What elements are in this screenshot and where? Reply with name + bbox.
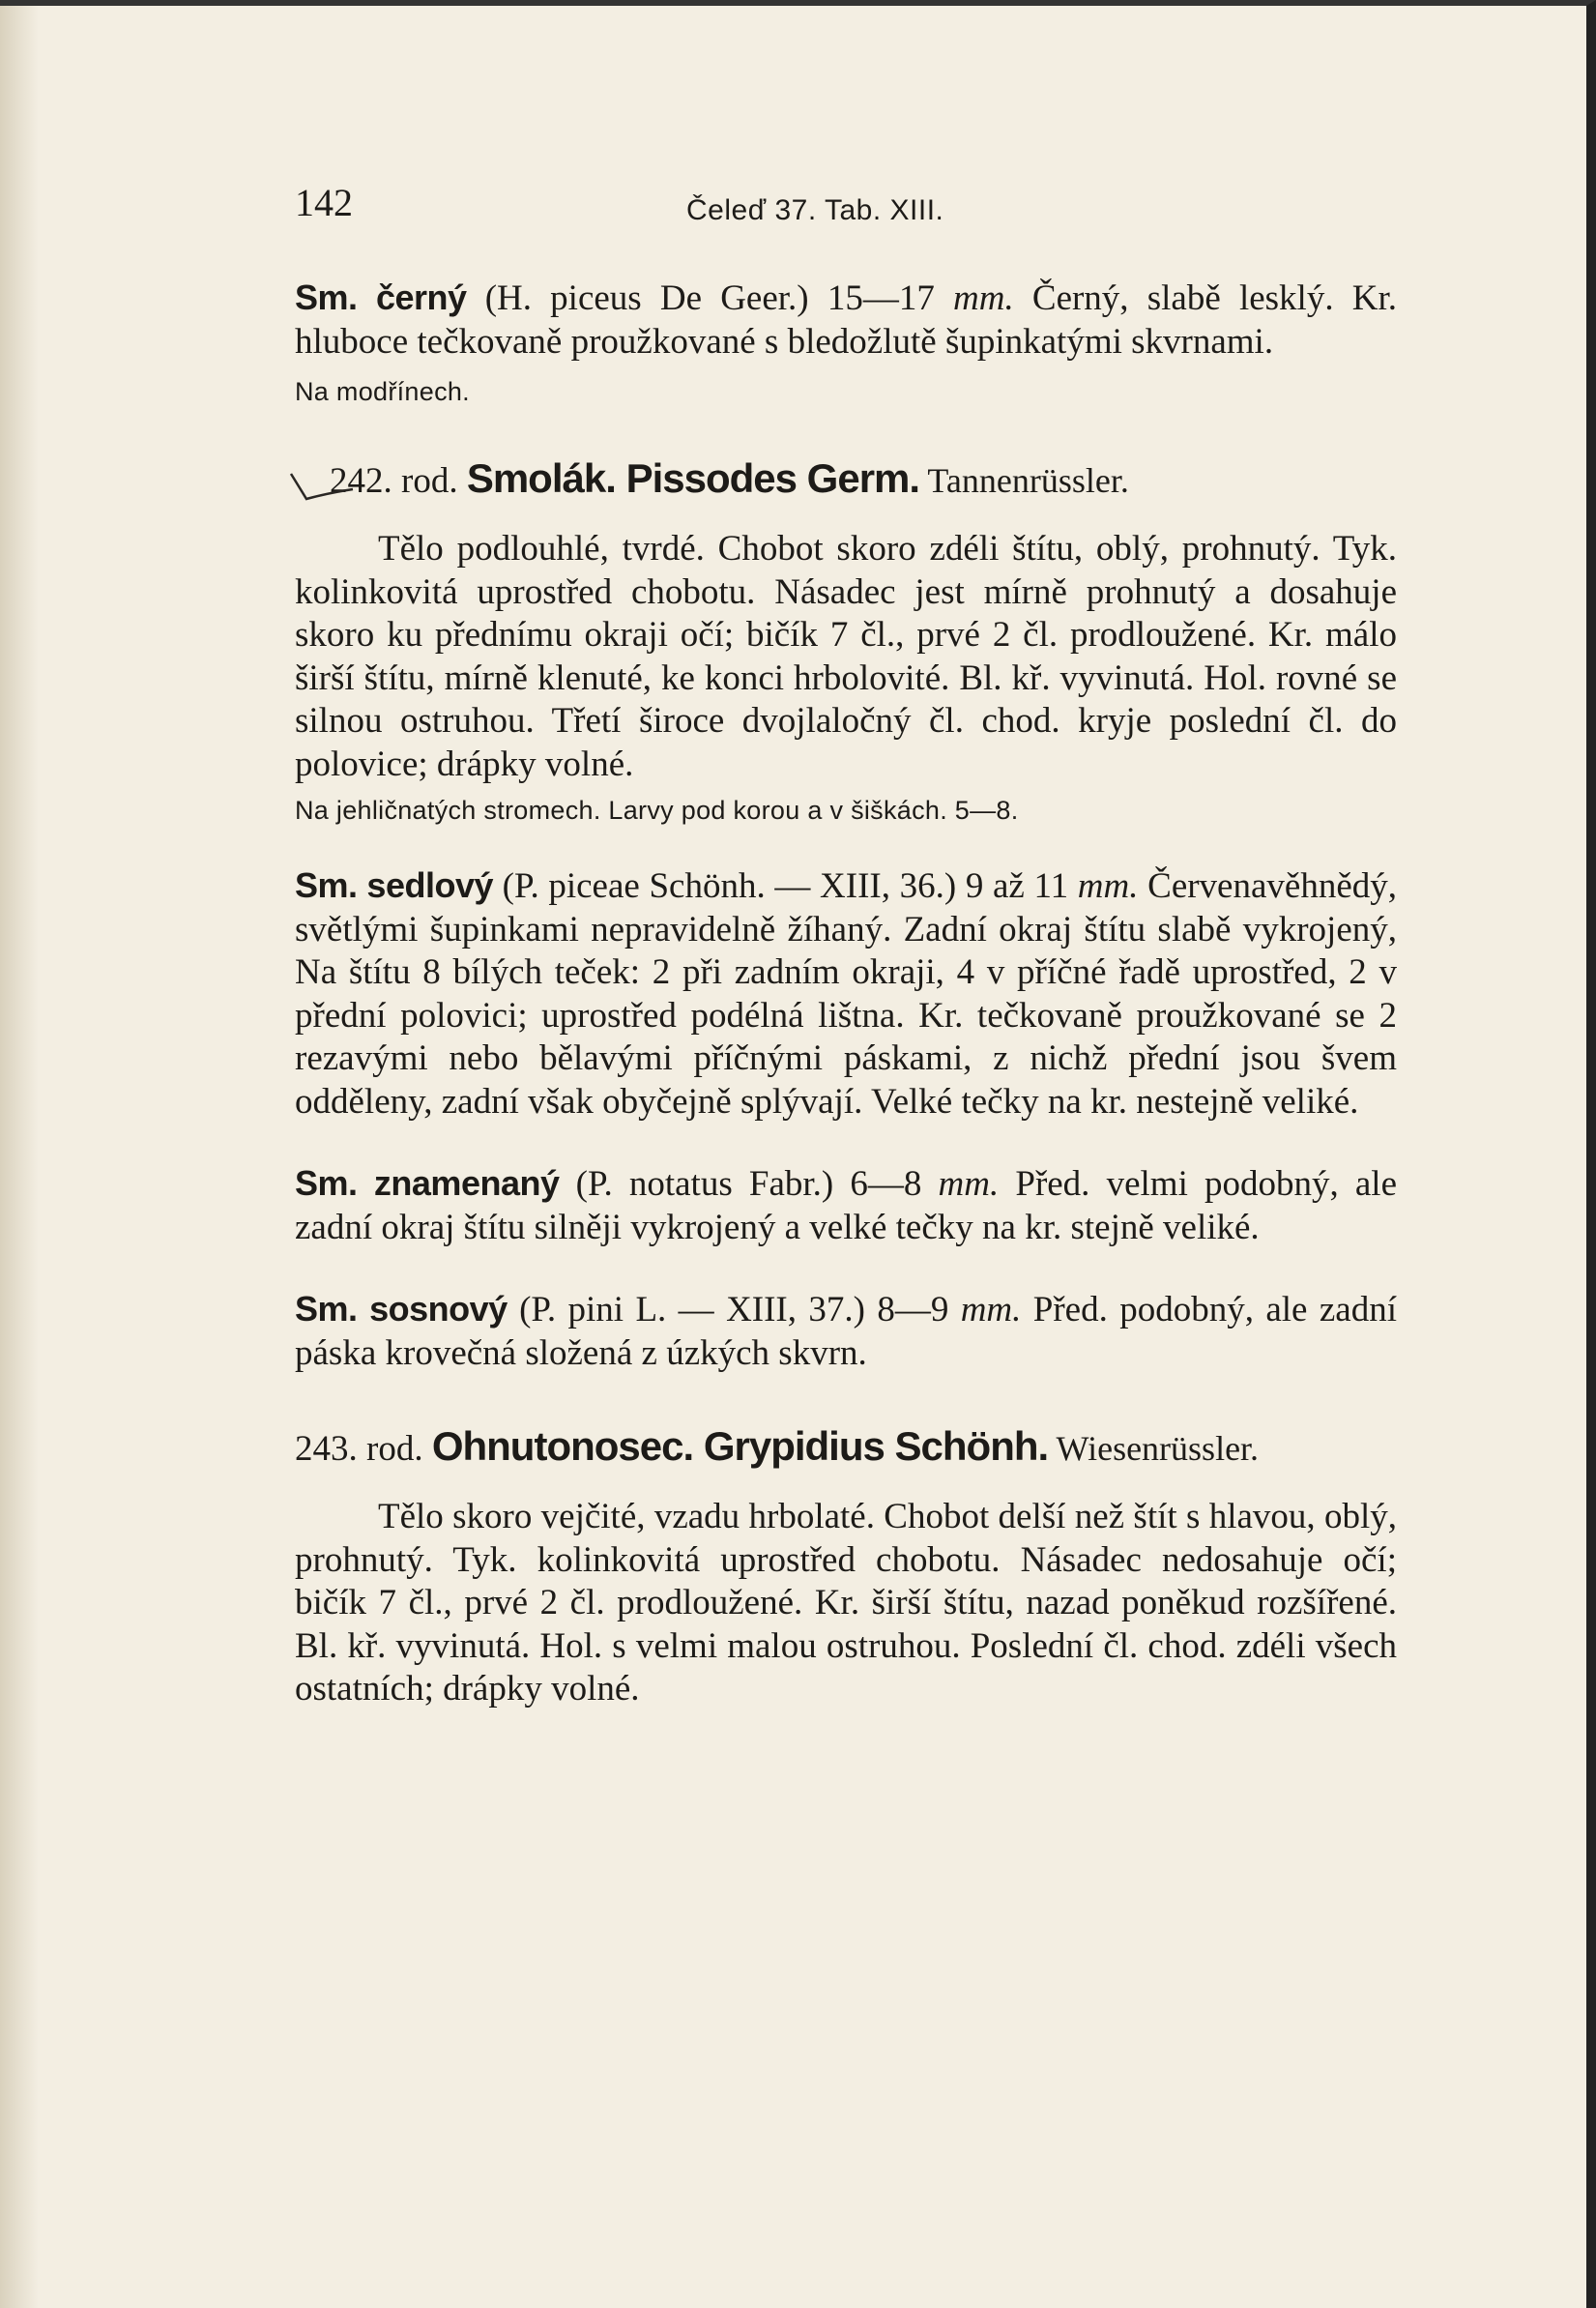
species-entry-znamenany <box>295 1162 1397 1249</box>
species-text-b: Červenavěhnědý, světlými šupinkami nepravidelně žíhaný. Zadní okraj štítu slabě vykrojený, Na štítu 8 bílých teček: 2 při zadním okraji, 4 v příčné řadě uprostřed, 2 v přední polovici; uprostřed podélná lištna. Kr. tečkovaně proužkované se 2 rezavými nebo bělavými příčnými páskami, z nichž přední jsou švem odděleny, zadní však obyčejně splývají. Velké tečky na kr. nestejně veliké. <box>295 866 1397 1122</box>
unit: mm. <box>960 1290 1022 1329</box>
genus-heading-242 <box>295 457 1397 503</box>
page-content <box>295 180 1397 1711</box>
genus-description: Tělo skoro vejčité, vzadu hrbolaté. Chobot delší než štít s hlavou, oblý, prohnutý. Tyk. kolinkovitá uprostřed chobotu. Násadec nedosahuje očí; bičík 7 čl., prvé 2 čl. prodloužené. Kr. širší štítu, nazad poněkud rozšířené. Bl. kř. vyvinutá. Hol. s velmi malou ostruhou. Poslední čl. chod. zdéli všech ostatních; drápky volné. <box>295 1497 1397 1709</box>
genus-german-name: Tannenrüssler. <box>919 461 1129 500</box>
species-entry-sosnovy <box>295 1288 1397 1375</box>
species-name: Sm. černý <box>295 278 467 317</box>
species-text-a: (P. pini L. — XIII, 37.) 8—9 <box>507 1290 961 1329</box>
genus-rod-label: rod. <box>392 461 467 501</box>
species-text-a: (P. piceae Schönh. — XIII, 36.) 9 až 11 <box>493 866 1078 906</box>
page-number: 142 <box>295 181 353 224</box>
genus-name: Ohnutonosec. Grypidius Schönh. <box>431 1423 1049 1469</box>
species-paragraph <box>295 864 1397 1124</box>
species-text-b: Černý, slabě lesklý. Kr. hluboce tečkovaně proužkované s bledožlutě šupinkatými skvrnami. <box>295 278 1398 362</box>
species-text-b: Před. velmi podobný, ale zadní okraj štítu silněji vykrojený a velké tečky na kr. stejně veliké. <box>295 1164 1398 1247</box>
genus-rod-label: rod. <box>357 1429 432 1469</box>
page-header <box>295 180 1397 238</box>
running-head: Čeleď 37. Tab. XIII. <box>686 194 944 226</box>
genus-description: Tělo podlouhlé, tvrdé. Chobot skoro zdéli štítu, oblý, prohnutý. Tyk. kolinkovitá uprostřed chobotu. Násadec jest mírně prohnutý a dosahuje skoro ku přednímu okraji očí; bičík 7 čl., prvé 2 čl. prodloužené. Kr. málo širší štítu, mírně klenuté, ke konci hrbolovité. Bl. kř. vyvinutá. Hol. rovné se silnou ostruhou. Třetí široce dvojlaločný čl. chod. kryje poslední čl. do polovice; drápky volné. <box>295 529 1397 784</box>
handwritten-check-mark <box>289 460 357 509</box>
genus-number-marked <box>295 460 392 503</box>
unit: mm. <box>1077 866 1139 906</box>
species-paragraph <box>295 1162 1397 1249</box>
species-paragraph <box>295 1288 1397 1375</box>
species-entry-sedlovy <box>295 864 1397 1124</box>
habitat-note: Na modřínech. <box>295 377 470 406</box>
species-entry-cerny <box>295 277 1397 407</box>
genus-number: 242. <box>330 461 392 501</box>
species-name: Sm. sosnový <box>295 1289 508 1329</box>
unit: mm. <box>953 278 1014 318</box>
species-text-a: (P. notatus Fabr.) 6—8 <box>559 1164 939 1204</box>
species-name: Sm. znamenaný <box>295 1163 560 1203</box>
genus-name: Smolák. Pissodes Germ. <box>466 455 920 501</box>
species-text-b: Před. podobný, ale zadní páska krovečná složená z úzkých skvrn. <box>295 1290 1397 1373</box>
unit: mm. <box>938 1164 1000 1204</box>
species-name: Sm. sedlový <box>295 865 493 905</box>
genus-heading-243 <box>295 1425 1397 1471</box>
species-text-a: (H. piceus De Geer.) 15—17 <box>466 278 953 318</box>
genus-number: 243. <box>295 1429 358 1469</box>
genus-german-name: Wiesenrüssler. <box>1048 1429 1260 1468</box>
species-paragraph <box>295 277 1397 364</box>
habitat-note: Na jehličnatých stromech. Larvy pod korou a v šiškách. 5—8. <box>295 796 1019 825</box>
